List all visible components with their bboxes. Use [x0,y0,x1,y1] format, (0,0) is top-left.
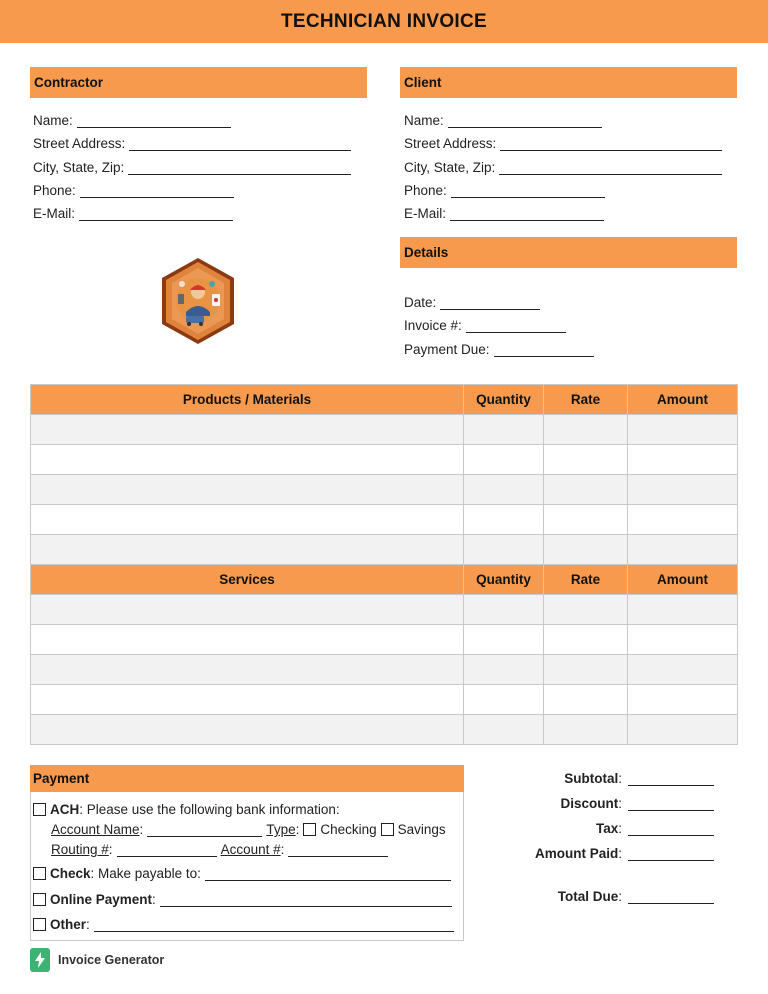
table-cell[interactable] [464,715,544,745]
table-cell[interactable] [464,445,544,475]
table-cell[interactable] [31,475,464,505]
field-label: Invoice #: [404,318,462,333]
table-cell[interactable] [464,415,544,445]
table-cell[interactable] [464,505,544,535]
routing-line[interactable] [117,843,217,857]
table-cell[interactable] [628,625,738,655]
online-line[interactable] [160,893,452,907]
table-cell[interactable] [628,535,738,565]
table-row [31,685,738,715]
account-name-line[interactable] [147,823,262,837]
field-label: Phone: [404,183,447,198]
amount-header: Amount [628,385,738,415]
table-cell[interactable] [31,415,464,445]
client-name-line[interactable] [448,114,602,128]
technician-logo-icon [160,256,236,346]
products-header: Products / Materials [31,385,464,415]
page-title: TECHNICIAN INVOICE [281,10,487,32]
table-cell[interactable] [544,415,628,445]
contractor-name-field[interactable] [33,110,231,128]
subtotal-label: Subtotal [564,771,619,786]
date-field[interactable] [404,292,540,310]
table-row [31,655,738,685]
field-label: E-Mail: [33,206,76,221]
payment-due-field[interactable] [404,339,594,357]
online-label: Online Payment [50,892,153,907]
table-cell[interactable] [464,595,544,625]
table-row [31,415,738,445]
checking-checkbox[interactable] [303,823,316,836]
account-row [51,819,446,837]
ach-text: : Please use the following bank information: [79,802,340,817]
check-checkbox[interactable] [33,867,46,880]
quantity-header: Quantity [464,385,544,415]
services-header: Services [31,565,464,595]
table-cell[interactable] [464,475,544,505]
table-cell[interactable] [628,445,738,475]
tax-field[interactable] [596,818,714,836]
field-label: City, State, Zip: [404,160,496,175]
field-label: Street Address: [404,136,497,151]
field-label: Phone: [33,183,76,198]
client-name-field[interactable] [404,110,602,128]
table-cell[interactable] [544,535,628,565]
client-email-field[interactable] [404,203,604,221]
discount-line[interactable] [628,797,714,811]
field-label: Date: [404,295,437,310]
contractor-phone-line[interactable] [80,184,234,198]
amount-header: Amount [628,565,738,595]
client-city-line[interactable] [499,161,722,175]
table-cell[interactable] [31,625,464,655]
account-number-line[interactable] [288,843,388,857]
title-bar [0,0,768,43]
table-cell[interactable] [464,655,544,685]
table-cell[interactable] [31,535,464,565]
table-row [31,625,738,655]
contractor-street-field[interactable] [33,133,351,151]
table-cell[interactable] [31,715,464,745]
table-cell[interactable] [628,595,738,625]
other-line[interactable] [94,918,454,932]
details-heading: Details [400,237,737,268]
field-label: E-Mail: [404,206,447,221]
table-row [31,715,738,745]
client-phone-field[interactable] [404,180,605,198]
rate-header: Rate [544,385,628,415]
colon: : [618,889,622,904]
table-cell[interactable] [544,505,628,535]
table-cell[interactable] [464,535,544,565]
discount-field[interactable] [560,793,714,811]
colon: : [108,842,113,857]
table-row [31,445,738,475]
client-heading: Client [400,67,737,98]
contractor-email-field[interactable] [33,203,233,221]
colon: : [618,771,622,786]
payable-to-line[interactable] [205,867,451,881]
ach-checkbox[interactable] [33,803,46,816]
colon: : [280,842,285,857]
client-phone-line[interactable] [451,184,605,198]
discount-label: Discount [560,796,619,811]
table-cell[interactable] [628,415,738,445]
contractor-street-line[interactable] [129,137,351,151]
invoice-number-field[interactable] [404,315,566,333]
routing-label: Routing # [51,842,109,857]
check-row [33,863,451,881]
table-cell[interactable] [544,625,628,655]
other-row [33,914,454,932]
colon: : [618,846,622,861]
tax-label: Tax [595,821,619,836]
table-cell[interactable] [544,655,628,685]
other-label: Other [50,917,87,932]
account-name-label: Account Name [51,822,140,837]
contractor-phone-field[interactable] [33,180,234,198]
colon: : [152,892,156,907]
contractor-email-line[interactable] [79,207,233,221]
rate-header: Rate [544,565,628,595]
table-cell[interactable] [628,715,738,745]
table-cell[interactable] [31,655,464,685]
table-cell[interactable] [464,685,544,715]
table-row [31,475,738,505]
field-label: Name: [33,113,73,128]
contractor-heading: Contractor [30,67,367,98]
subtotal-field[interactable] [564,768,714,786]
amount-paid-line[interactable] [628,847,714,861]
colon: : [618,821,622,836]
client-email-line[interactable] [450,207,604,221]
client-street-field[interactable] [404,133,722,151]
colon: : [618,796,622,811]
table-cell[interactable] [544,685,628,715]
client-city-field[interactable] [404,157,722,175]
checking-label: Checking [320,822,377,837]
colon: : [86,917,90,932]
payment-due-line[interactable] [494,343,594,357]
table-cell[interactable] [628,505,738,535]
subtotal-line[interactable] [628,772,714,786]
table-cell[interactable] [31,685,464,715]
routing-row [51,839,388,857]
table-cell[interactable] [628,655,738,685]
quantity-header: Quantity [464,565,544,595]
total-due-line[interactable] [628,890,714,904]
field-label: City, State, Zip: [33,160,125,175]
type-label: Type [266,822,296,837]
table-cell[interactable] [544,595,628,625]
table-cell[interactable] [31,505,464,535]
table-cell[interactable] [464,625,544,655]
table-cell[interactable] [544,445,628,475]
table-cell[interactable] [544,475,628,505]
ach-label: ACH [50,802,80,817]
table-row [31,505,738,535]
amount-paid-label: Amount Paid [534,846,619,861]
colon: : [139,822,144,837]
online-row [33,889,452,907]
total-due-label: Total Due [557,889,619,904]
table-cell[interactable] [544,715,628,745]
products-table [30,384,738,745]
table-cell[interactable] [31,445,464,475]
check-label: Check [50,866,91,881]
colon: : [295,822,300,837]
table-cell[interactable] [628,685,738,715]
account-number-label: Account # [220,842,281,857]
payment-heading: Payment [30,765,464,792]
table-cell[interactable] [31,595,464,625]
field-label: Street Address: [33,136,126,151]
total-due-field[interactable] [558,886,714,904]
savings-checkbox[interactable] [381,823,394,836]
lightning-bolt-icon [30,948,50,972]
table-cell[interactable] [628,475,738,505]
check-text: : Make payable to: [90,866,201,881]
amount-paid-field[interactable] [535,843,714,861]
table-row [31,535,738,565]
field-label: Name: [404,113,444,128]
brand-name: Invoice Generator [58,953,165,967]
tax-line[interactable] [628,822,714,836]
table-row [31,595,738,625]
invoice-number-line[interactable] [466,319,566,333]
contractor-name-line[interactable] [77,114,231,128]
field-label: Payment Due: [404,342,490,357]
date-line[interactable] [440,296,540,310]
contractor-city-line[interactable] [128,161,351,175]
savings-label: Savings [397,822,446,837]
client-street-line[interactable] [500,137,722,151]
other-checkbox[interactable] [33,918,46,931]
contractor-city-field[interactable] [33,157,351,175]
online-checkbox[interactable] [33,893,46,906]
brand-footer [30,948,164,972]
ach-row [33,799,340,817]
